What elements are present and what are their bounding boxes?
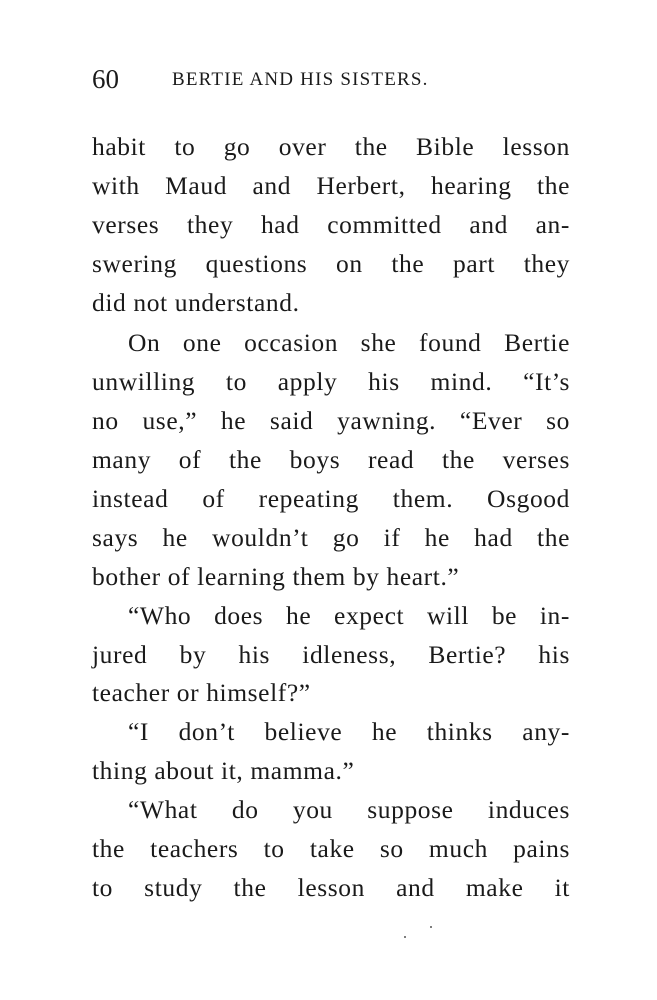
text-line: thing about it, mamma.” xyxy=(92,756,355,786)
text-line: “What do you suppose induces xyxy=(128,795,570,825)
text-line: jured by his idleness, Bertie? his xyxy=(92,639,570,669)
text-line: bother of learning them by heart.” xyxy=(92,561,460,591)
text-line: habit to go over the Bible lesson xyxy=(92,132,570,161)
print-speck xyxy=(404,936,406,938)
text-line: with Maud and Herbert, hearing the xyxy=(92,170,570,200)
text-line: teacher or himself?” xyxy=(92,678,311,708)
text-line: On one occasion she found Bertie xyxy=(128,328,570,358)
text-line: the teachers to take so much pains xyxy=(92,834,570,864)
text-line: did not understand. xyxy=(92,287,300,317)
text-line: many of the boys read the verses xyxy=(92,445,570,475)
text-line: to study the lesson and make it xyxy=(92,872,570,902)
text-line: “I don’t believe he thinks any- xyxy=(128,717,570,747)
text-line: no use,” he said yawning. “Ever so xyxy=(92,406,570,436)
text-line: says he wouldn’t go if he had the xyxy=(92,522,570,552)
running-title: BERTIE AND HIS SISTERS. xyxy=(172,69,429,90)
print-speck xyxy=(430,926,432,928)
text-line: verses they had committed and an- xyxy=(92,209,570,239)
text-line: instead of repeating them. Osgood xyxy=(92,484,570,514)
body-text xyxy=(92,128,570,908)
text-line: swering questions on the part they xyxy=(92,248,570,278)
page-number: 60 xyxy=(92,64,119,94)
running-head xyxy=(92,62,572,96)
text-line: “Who does he expect will be in- xyxy=(128,600,570,630)
text-line: unwilling to apply his mind. “It’s xyxy=(92,367,570,397)
